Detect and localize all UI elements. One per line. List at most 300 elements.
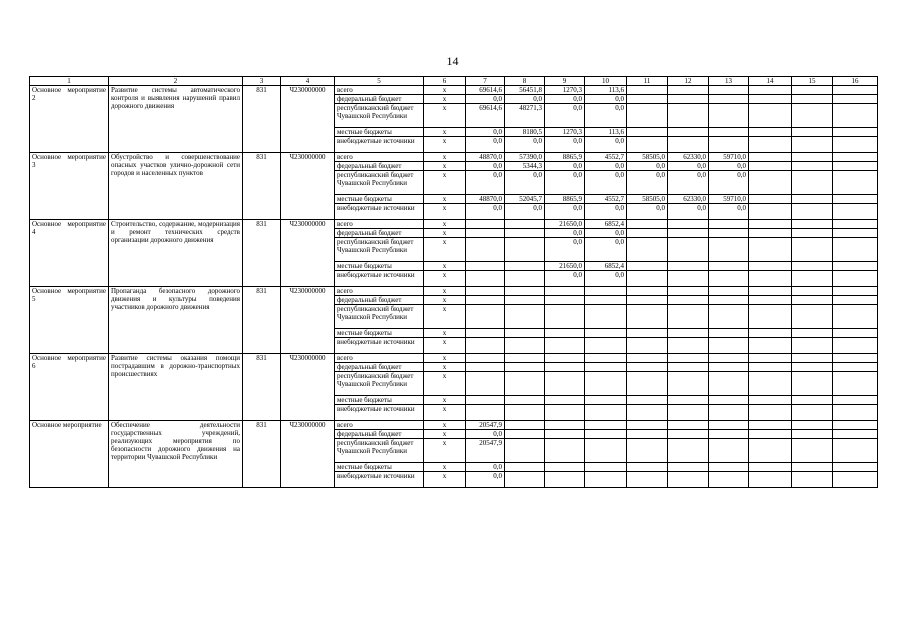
header-cell: 13 [709,77,749,86]
value-cell: 0,0 [585,137,627,153]
value-cell: 0,0 [545,238,585,262]
value-cell [749,329,792,338]
value-cell: 113,6 [585,128,627,137]
value-cell [749,153,792,162]
value-cell: 59710,0 [709,195,749,204]
value-cell [505,372,545,396]
value-cell: 0,0 [709,204,749,220]
header-cell: 15 [792,77,833,86]
funding-source-cell: внебюджетные источники [335,271,424,287]
value-cell [466,262,505,271]
value-cell [709,421,749,430]
value-cell [749,472,792,488]
value-cell [833,405,878,421]
value-cell [545,405,585,421]
header-cell: 6 [424,77,466,86]
value-cell [585,396,627,405]
funding-source-cell: республиканский бюджет Чувашской Республики [335,372,424,396]
value-cell [627,220,668,229]
mark-cell: х [424,430,466,439]
value-cell [749,271,792,287]
value-cell [668,262,709,271]
value-cell [709,329,749,338]
value-cell [749,405,792,421]
value-cell [668,220,709,229]
funding-source-cell: местные бюджеты [335,262,424,271]
table-row [30,287,878,296]
header-cell: 5 [335,77,424,86]
value-cell [709,472,749,488]
code-cell: Ч230000000 [281,86,335,153]
mark-cell: х [424,363,466,372]
value-cell [466,220,505,229]
value-cell [833,472,878,488]
value-cell [792,363,833,372]
value-cell [833,329,878,338]
value-cell: 4552,7 [585,153,627,162]
event-name-cell: Обеспечение деятельности государственных учреждений, реализующих мероприятия по безопасности дорожного движения на территории Чувашской Республики [109,421,243,488]
value-cell: 0,0 [545,137,585,153]
value-cell [749,171,792,195]
value-cell [466,363,505,372]
value-cell [627,137,668,153]
value-cell [833,271,878,287]
funding-source-cell: внебюджетные источники [335,338,424,354]
value-cell: 0,0 [585,229,627,238]
table-row [30,421,878,430]
value-cell [749,220,792,229]
value-cell [585,430,627,439]
value-cell [545,287,585,296]
mark-cell: х [424,271,466,287]
value-cell [627,363,668,372]
code-cell: 831 [243,153,281,220]
value-cell [833,338,878,354]
value-cell [505,439,545,463]
value-cell: 20547,9 [466,439,505,463]
funding-source-cell: местные бюджеты [335,128,424,137]
funding-source-cell: республиканский бюджет Чувашской Республики [335,171,424,195]
value-cell [709,430,749,439]
value-cell [792,128,833,137]
value-cell [833,439,878,463]
value-cell: 0,0 [466,430,505,439]
value-cell [466,296,505,305]
value-cell [545,463,585,472]
value-cell [709,238,749,262]
value-cell: 6852,4 [585,220,627,229]
value-cell [833,195,878,204]
value-cell: 0,0 [466,95,505,104]
value-cell [792,372,833,396]
value-cell: 0,0 [668,162,709,171]
value-cell [792,137,833,153]
value-cell [627,305,668,329]
value-cell [792,405,833,421]
funding-source-cell: внебюджетные источники [335,204,424,220]
value-cell [833,153,878,162]
event-name-cell: Строительство, содержание, модернизация и ремонт технических средств организации дорожного движения [109,220,243,287]
mark-cell: х [424,287,466,296]
value-cell: 0,0 [627,162,668,171]
value-cell [749,287,792,296]
value-cell [833,305,878,329]
value-cell: 0,0 [545,204,585,220]
funding-source-cell: республиканский бюджет Чувашской Республики [335,439,424,463]
value-cell [749,104,792,128]
event-cell: Основное мероприятие 5 [30,287,109,354]
value-cell [466,338,505,354]
value-cell: 1270,3 [545,128,585,137]
code-cell: Ч230000000 [281,153,335,220]
header-cell: 7 [466,77,505,86]
value-cell: 0,0 [545,229,585,238]
code-cell: 831 [243,354,281,421]
value-cell [545,305,585,329]
value-cell [749,95,792,104]
value-cell [668,296,709,305]
code-cell: 831 [243,287,281,354]
value-cell [505,463,545,472]
funding-source-cell: федеральный бюджет [335,162,424,171]
value-cell [749,305,792,329]
value-cell [792,95,833,104]
value-cell [792,86,833,95]
value-cell [505,354,545,363]
value-cell [749,204,792,220]
value-cell: 8865,9 [545,195,585,204]
header-cell: 10 [585,77,627,86]
value-cell: 0,0 [585,171,627,195]
value-cell [833,220,878,229]
value-cell [709,128,749,137]
value-cell [792,329,833,338]
mark-cell: х [424,238,466,262]
value-cell: 21650,0 [545,220,585,229]
value-cell [668,271,709,287]
funding-source-cell: всего [335,220,424,229]
value-cell: 52045,7 [505,195,545,204]
value-cell [792,220,833,229]
value-cell [833,396,878,405]
value-cell [792,439,833,463]
value-cell [749,229,792,238]
value-cell: 0,0 [709,171,749,195]
budget-table [29,76,878,488]
value-cell [505,305,545,329]
value-cell [792,396,833,405]
value-cell [792,421,833,430]
value-cell [585,439,627,463]
value-cell: 56451,8 [505,86,545,95]
mark-cell: х [424,229,466,238]
value-cell [545,329,585,338]
mark-cell: х [424,262,466,271]
value-cell [585,305,627,329]
header-cell: 4 [281,77,335,86]
value-cell [545,363,585,372]
value-cell [627,472,668,488]
value-cell [709,338,749,354]
value-cell [668,430,709,439]
value-cell [749,421,792,430]
value-cell [627,372,668,396]
mark-cell: х [424,104,466,128]
value-cell [668,86,709,95]
value-cell [792,229,833,238]
value-cell [505,430,545,439]
value-cell: 0,0 [466,463,505,472]
value-cell [833,296,878,305]
value-cell: 0,0 [585,271,627,287]
funding-source-cell: внебюджетные источники [335,137,424,153]
value-cell [749,195,792,204]
value-cell [833,238,878,262]
value-cell [749,463,792,472]
value-cell [505,421,545,430]
value-cell [585,372,627,396]
value-cell [545,396,585,405]
value-cell [668,472,709,488]
table-row [30,153,878,162]
mark-cell: х [424,128,466,137]
value-cell: 0,0 [545,271,585,287]
funding-source-cell: федеральный бюджет [335,363,424,372]
value-cell [585,421,627,430]
value-cell [505,296,545,305]
mark-cell: х [424,195,466,204]
value-cell: 0,0 [466,472,505,488]
table-row [30,220,878,229]
funding-source-cell: местные бюджеты [335,396,424,405]
mark-cell: х [424,162,466,171]
value-cell: 62330,0 [668,195,709,204]
value-cell [585,463,627,472]
header-cell: 1 [30,77,109,86]
funding-source-cell: республиканский бюджет Чувашской Республики [335,238,424,262]
mark-cell: х [424,439,466,463]
value-cell [585,472,627,488]
value-cell [749,238,792,262]
value-cell [833,262,878,271]
value-cell [668,363,709,372]
header-cell: 12 [668,77,709,86]
value-cell [505,405,545,421]
event-cell: Основное мероприятие 4 [30,220,109,287]
event-cell: Основное мероприятие [30,421,109,488]
value-cell: 0,0 [668,204,709,220]
value-cell [505,238,545,262]
value-cell [668,421,709,430]
value-cell [505,329,545,338]
funding-source-cell: федеральный бюджет [335,229,424,238]
mark-cell: х [424,421,466,430]
page-number: 14 [446,54,459,68]
value-cell [466,354,505,363]
value-cell: 4552,7 [585,195,627,204]
value-cell [709,405,749,421]
value-cell [709,296,749,305]
value-cell [585,338,627,354]
header-cell: 9 [545,77,585,86]
value-cell [749,262,792,271]
funding-source-cell: всего [335,421,424,430]
mark-cell: х [424,171,466,195]
value-cell [709,372,749,396]
value-cell [545,421,585,430]
value-cell: 59710,0 [709,153,749,162]
value-cell: 48870,0 [466,153,505,162]
value-cell [833,229,878,238]
value-cell [505,262,545,271]
code-cell: Ч230000000 [281,421,335,488]
value-cell: 1270,3 [545,86,585,95]
value-cell [627,430,668,439]
mark-cell: х [424,137,466,153]
value-cell [792,271,833,287]
value-cell [545,372,585,396]
value-cell: 58505,0 [627,153,668,162]
value-cell [545,430,585,439]
value-cell [627,439,668,463]
mark-cell: х [424,153,466,162]
value-cell [749,137,792,153]
value-cell [627,396,668,405]
value-cell [749,128,792,137]
funding-source-cell: республиканский бюджет Чувашской Республики [335,305,424,329]
value-cell [749,396,792,405]
value-cell [668,229,709,238]
value-cell [833,104,878,128]
value-cell [505,363,545,372]
value-cell [466,229,505,238]
value-cell [792,171,833,195]
funding-source-cell: федеральный бюджет [335,430,424,439]
value-cell: 58505,0 [627,195,668,204]
value-cell [792,338,833,354]
value-cell: 0,0 [505,204,545,220]
mark-cell: х [424,472,466,488]
value-cell [833,128,878,137]
value-cell [627,128,668,137]
value-cell: 0,0 [585,238,627,262]
mark-cell: х [424,220,466,229]
value-cell [792,238,833,262]
value-cell [627,262,668,271]
code-cell: Ч230000000 [281,287,335,354]
funding-source-cell: всего [335,86,424,95]
value-cell [709,396,749,405]
value-cell: 0,0 [585,162,627,171]
value-cell [709,354,749,363]
value-cell [627,354,668,363]
value-cell [709,463,749,472]
value-cell [585,329,627,338]
table-row [30,354,878,363]
value-cell [792,354,833,363]
value-cell [792,305,833,329]
value-cell [668,95,709,104]
value-cell [668,338,709,354]
code-cell: Ч230000000 [281,354,335,421]
value-cell: 113,6 [585,86,627,95]
value-cell: 0,0 [466,171,505,195]
code-cell: 831 [243,86,281,153]
funding-source-cell: внебюджетные источники [335,405,424,421]
header-cell: 14 [749,77,792,86]
value-cell: 0,0 [585,104,627,128]
value-cell [792,204,833,220]
value-cell [749,162,792,171]
value-cell: 0,0 [505,137,545,153]
value-cell [749,372,792,396]
header-cell: 3 [243,77,281,86]
value-cell [505,396,545,405]
value-cell: 48271,3 [505,104,545,128]
value-cell [792,430,833,439]
value-cell [505,338,545,354]
value-cell: 0,0 [545,171,585,195]
header-cell: 11 [627,77,668,86]
event-cell: Основное мероприятие 2 [30,86,109,153]
value-cell: 0,0 [505,95,545,104]
value-cell [668,238,709,262]
mark-cell: х [424,86,466,95]
value-cell [709,137,749,153]
value-cell [833,171,878,195]
value-cell: 0,0 [585,204,627,220]
value-cell: 0,0 [466,162,505,171]
funding-source-cell: всего [335,287,424,296]
value-cell: 0,0 [627,204,668,220]
value-cell [792,262,833,271]
value-cell [505,229,545,238]
value-cell [833,204,878,220]
value-cell [505,220,545,229]
event-name-cell: Развитие системы оказания помощи пострадавшим в дорожно-транспортных происшествиях [109,354,243,421]
value-cell: 57390,0 [505,153,545,162]
value-cell [792,195,833,204]
value-cell [668,463,709,472]
value-cell [466,287,505,296]
value-cell [466,271,505,287]
value-cell: 20547,9 [466,421,505,430]
value-cell [792,153,833,162]
value-cell [792,296,833,305]
value-cell [466,329,505,338]
value-cell: 0,0 [585,95,627,104]
mark-cell: х [424,204,466,220]
event-cell: Основное мероприятие 3 [30,153,109,220]
value-cell: 21650,0 [545,262,585,271]
code-cell: 831 [243,220,281,287]
value-cell: 69614,6 [466,86,505,95]
mark-cell: х [424,463,466,472]
value-cell [466,396,505,405]
value-cell [709,95,749,104]
value-cell [585,363,627,372]
value-cell: 0,0 [466,128,505,137]
value-cell [627,238,668,262]
value-cell [833,354,878,363]
event-name-cell: Развитие системы автоматического контроля и выявления нарушений правил дорожного движения [109,86,243,153]
value-cell [833,287,878,296]
value-cell [466,238,505,262]
value-cell [749,354,792,363]
value-cell: 0,0 [545,162,585,171]
value-cell [833,421,878,430]
value-cell: 0,0 [545,95,585,104]
